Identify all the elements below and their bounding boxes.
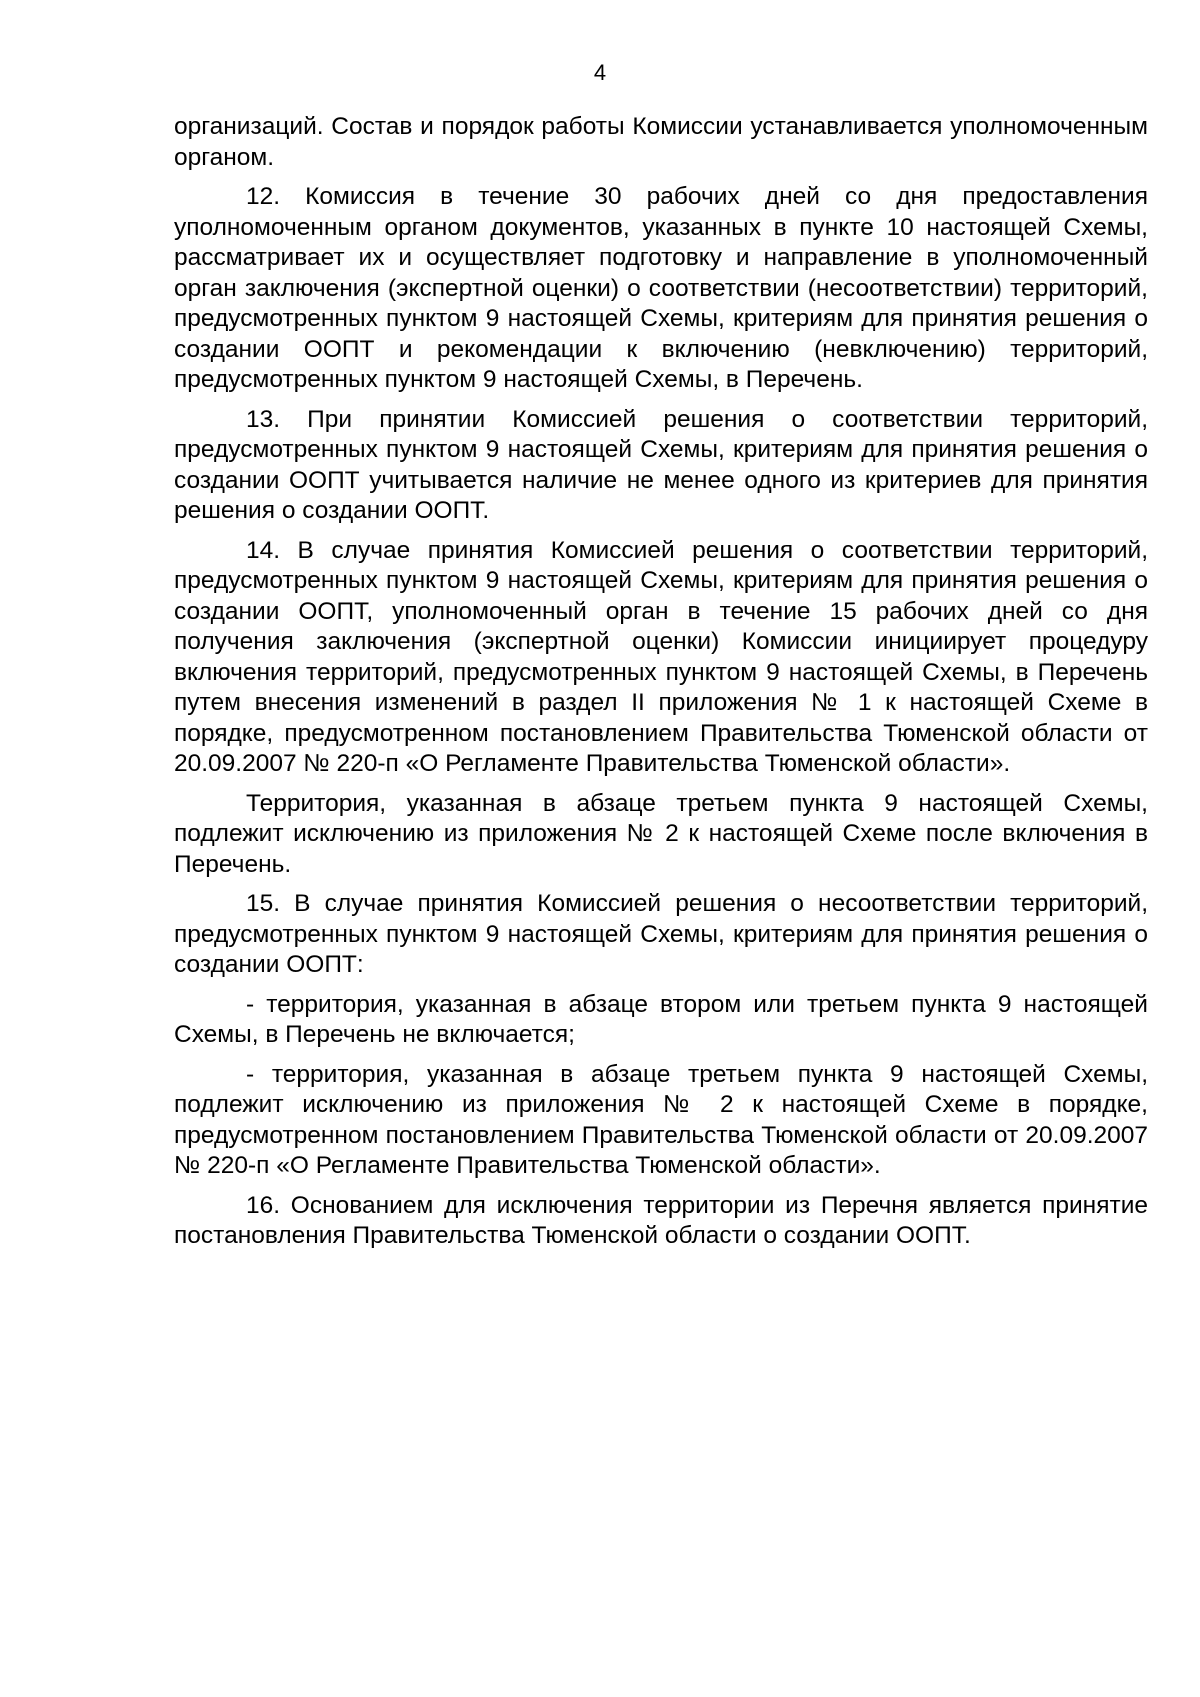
paragraph-continuation: организаций. Состав и порядок работы Комиссии устанавливается уполномоченным органом.: [174, 113, 1148, 171]
paragraph-item-16: 16. Основанием для исключения территории из Перечня является принятие постановления Правительства Тюменской области о создании ООПТ.: [174, 1191, 1148, 1249]
paragraph-item-13: 13. При принятии Комиссией решения о соответствии территорий, предусмотренных пунктом 9 настоящей Схемы, критериям для принятия решения о создании ООПТ учитывается наличие не менее одного из критериев для принятия решения о создании ООПТ.: [174, 405, 1148, 524]
paragraph-item-14-territory: Территория, указанная в абзаце третьем пункта 9 настоящей Схемы, подлежит исключению из приложения № 2 к настоящей Схеме после включения в Перечень.: [174, 789, 1148, 878]
paragraph-item-15: 15. В случае принятия Комиссией решения о несоответствии территорий, предусмотренных пунктом 9 настоящей Схемы, критериям для принятия решения о создании ООПТ:: [174, 890, 1148, 978]
paragraph-item-15-bullet-1: - территория, указанная в абзаце втором или третьем пункта 9 настоящей Схемы, в Перечень не включается;: [174, 990, 1148, 1048]
paragraph-item-14: 14. В случае принятия Комиссией решения о соответствии территорий, предусмотренных пунктом 9 настоящей Схемы, критериям для принятия решения о создании ООПТ, уполномоченный орган в течение 15 рабочих дней со дня получения заключения (экспертной оценки) Комиссии инициирует процедуру включения территорий, предусмотренных пунктом 9 настоящей Схемы, в Перечень путем внесения изменений в раздел II приложения № 1 к настоящей Схеме в порядке, предусмотренном постановлением Правительства Тюменской области от 20.09.2007 № 220-п «О Регламенте Правительства Тюменской области».: [174, 536, 1148, 777]
paragraph-item-12: 12. Комиссия в течение 30 рабочих дней со дня предоставления уполномоченным органом документов, указанных в пункте 10 настоящей Схемы, рассматривает их и осуществляет подготовку и направление в уполномоченный орган заключения (экспертной оценки) о соответствии (несоответствии) территорий, предусмотренных пунктом 9 настоящей Схемы, критериям для принятия решения о создании ООПТ и рекомендации к включению (невключению) территорий, предусмотренных пунктом 9 настоящей Схемы, в Перечень.: [174, 183, 1148, 393]
paragraph-item-15-bullet-2: - территория, указанная в абзаце третьем пункта 9 настоящей Схемы, подлежит исключению из приложения № 2 к настоящей Схеме в порядке, предусмотренном постановлением Правительства Тюменской области от 20.09.2007 № 220-п «О Регламенте Правительства Тюменской области».: [174, 1060, 1148, 1179]
page-number: 4: [593, 60, 607, 85]
document-body: [174, 112, 1148, 1261]
